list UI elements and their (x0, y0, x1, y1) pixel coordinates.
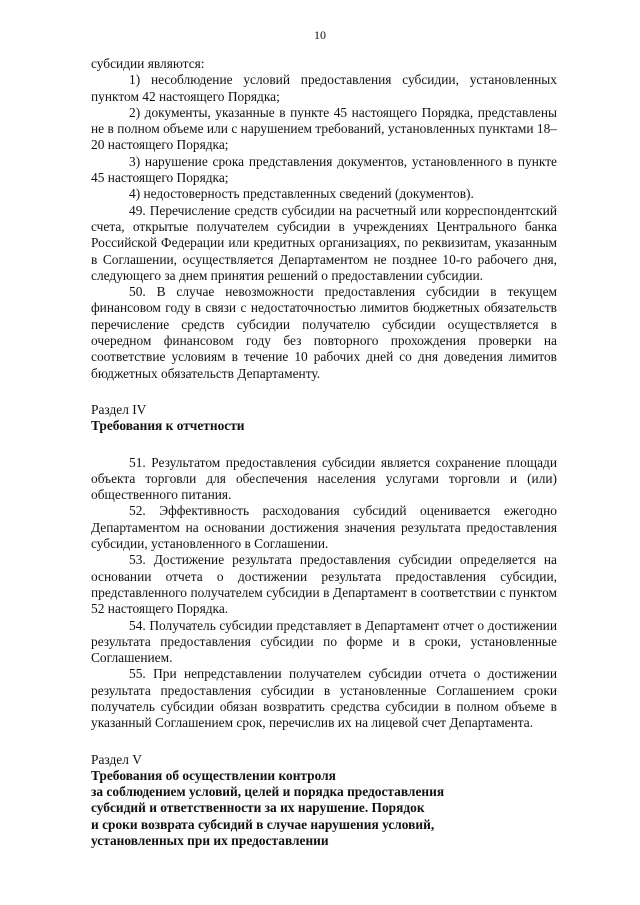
document-body (91, 56, 557, 849)
section-4-name: Требования к отчетности (91, 418, 245, 434)
section-5-name-line: установленных при их предоставлении (91, 833, 329, 849)
paragraph: субсидии являются: (91, 56, 205, 71)
paragraph: 2) документы, указанные в пункте 45 настоящего Порядка, представлены не в полном объеме или с нарушением требований, установленных пунктами 18–20 настоящего Порядка; (91, 104, 557, 153)
paragraph: 53. Достижение результата предоставления субсидии определяется на основании отчета о достижении результата предоставления субсидии, представленного получателем субсидии в Департамент в соответствии с пунктом 52 настоящего Порядка. (91, 552, 557, 617)
section-5-title: Раздел V (91, 751, 142, 767)
paragraph: 1) несоблюдение условий предоставления субсидии, установленных пунктом 42 настоящего Порядка; (91, 72, 557, 104)
section-5-name-line: и сроки возврата субсидий в случае нарушения условий, (91, 816, 435, 832)
paragraph: 55. При непредставлении получателем субсидии отчета о достижении результата предоставления субсидии в установленные Соглашением сроки получатель субсидии обязан возвратить средства субсидии в полном объеме в указанный Соглашением срок, перечислив их на лицевой счет Департамента. (91, 666, 557, 731)
paragraph: 51. Результатом предоставления субсидии является сохранение площади объекта торговли для обеспечения населения услугами торговли и (или) общественного питания. (91, 454, 557, 503)
section-5-name-line: Требования об осуществлении контроля (91, 767, 336, 783)
section-4-title: Раздел IV (91, 401, 147, 417)
page-number: 10 (314, 28, 326, 42)
section-5-name-line: субсидий и ответственности за их нарушение. Порядок (91, 800, 425, 816)
paragraph: 4) недостоверность представленных сведений (документов). (129, 186, 474, 202)
paragraph: 3) нарушение срока представления документов, установленного в пункте 45 настоящего Порядка; (91, 153, 557, 186)
paragraph: 49. Перечисление средств субсидии на расчетный или корреспондентский счета, открытые получателем субсидии в учреждениях Центрального банка Российской Федерации или кредитных организациях, по реквизитам, указанным в Соглашении, осуществляется Департаментом не позднее 10-го рабочего дня, следующего за днем принятия решений о предоставлении субсидии. (91, 202, 557, 283)
paragraph: 52. Эффективность расходования субсидий оценивается ежегодно Департаментом на основании достижения значения результата предоставления субсидии, установленного в Соглашении. (91, 503, 557, 552)
section-5-name-line: за соблюдением условий, целей и порядка предоставления (91, 784, 445, 800)
paragraph: 54. Получатель субсидии представляет в Департамент отчет о достижении результата предоставления субсидии по форме и в сроки, установленные Соглашением. (91, 617, 557, 666)
paragraph: 50. В случае невозможности предоставления субсидии в текущем финансовом году в связи с недостаточностью лимитов бюджетных обязательств перечисление средств субсидии получателю субсидии осуществляется в очередном финансовом году без повторного прохождения проверки на соответствие условиям в течение 10 рабочих дней со дня доведения лимитов бюджетных обязательств Департаменту. (91, 284, 557, 381)
